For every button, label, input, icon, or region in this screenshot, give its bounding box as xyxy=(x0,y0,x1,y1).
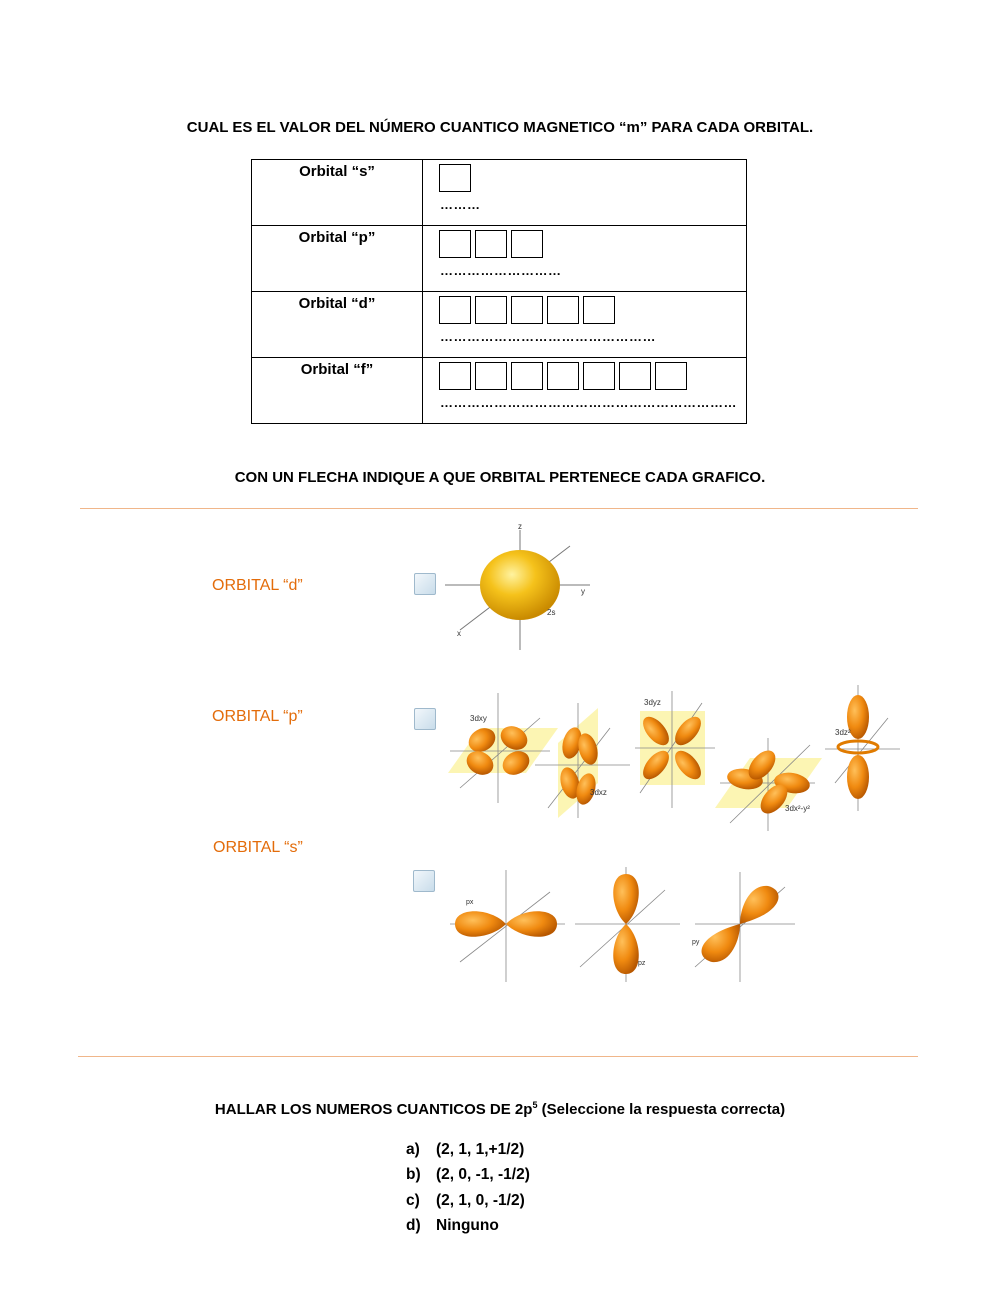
d-label-x2y2: 3dx²-y² xyxy=(785,804,810,813)
label-orbital-d[interactable]: ORBITAL “d” xyxy=(212,577,303,594)
label-orbital-p[interactable]: ORBITAL “p” xyxy=(212,708,303,725)
answer-box[interactable] xyxy=(511,362,543,390)
answer-box[interactable] xyxy=(475,230,507,258)
d-label-z2: 3dz² xyxy=(835,728,851,737)
orbital-p-label: Orbital “p” xyxy=(252,226,423,292)
option-key: c) xyxy=(406,1192,420,1209)
d-label-xz: 3dxz xyxy=(590,788,607,797)
answer-box[interactable] xyxy=(439,296,471,324)
answer-box[interactable] xyxy=(655,362,687,390)
answer-line-d[interactable]: ………………………………………… xyxy=(440,329,656,344)
question-3-title-sup: 5 xyxy=(532,1100,538,1110)
d-orbital-xz xyxy=(535,703,630,818)
table-row xyxy=(252,226,747,292)
answer-option-d[interactable] xyxy=(406,1217,499,1235)
answer-box[interactable] xyxy=(547,296,579,324)
label-orbital-s[interactable]: ORBITAL “s” xyxy=(213,839,303,856)
answer-line-s[interactable]: ……… xyxy=(440,197,481,212)
axis-y-label: y xyxy=(581,587,585,596)
answer-line-f[interactable]: ………………………………………………………… xyxy=(440,395,737,410)
option-text: (2, 1, 1,+1/2) xyxy=(436,1141,525,1158)
s-orbital-figure xyxy=(440,518,610,658)
answer-option-c[interactable] xyxy=(406,1192,525,1210)
question-3-title xyxy=(0,1100,1000,1118)
table-row xyxy=(252,358,747,424)
d-orbital-z2 xyxy=(825,685,900,811)
orbital-d-label: Orbital “d” xyxy=(252,292,423,358)
answer-box[interactable] xyxy=(511,230,543,258)
answer-box[interactable] xyxy=(439,230,471,258)
axis-z-label: z xyxy=(518,522,522,531)
p-label-z: pz xyxy=(638,960,646,967)
d-orbital-xy xyxy=(448,693,558,803)
drop-target-checkbox-3[interactable] xyxy=(413,870,435,892)
p-orbital-z xyxy=(575,867,680,982)
orbital-2s-label: 2s xyxy=(547,608,556,617)
option-text: (2, 0, -1, -1/2) xyxy=(436,1166,530,1183)
answer-boxes-f xyxy=(439,362,746,390)
p-label-y: py xyxy=(692,939,700,946)
d-label-xy: 3dxy xyxy=(470,714,487,723)
answer-line-p[interactable]: ……………………… xyxy=(440,263,562,278)
d-orbital-x2y2 xyxy=(715,738,822,831)
option-key: d) xyxy=(406,1217,421,1234)
answer-box[interactable] xyxy=(511,296,543,324)
option-text: Ninguno xyxy=(436,1217,499,1234)
answer-boxes-d xyxy=(439,296,746,324)
option-key: b) xyxy=(406,1166,421,1183)
option-key: a) xyxy=(406,1141,420,1158)
answer-box[interactable] xyxy=(439,164,471,192)
question-3-title-rest: (Seleccione la respuesta correcta) xyxy=(537,1101,786,1118)
d-label-yz: 3dyz xyxy=(644,698,661,707)
question-3-title-main: HALLAR LOS NUMEROS CUANTICOS DE 2p xyxy=(214,1101,533,1118)
question-1-title: CUAL ES EL VALOR DEL NÚMERO CUANTICO MAGNETICO “m” PARA CADA ORBITAL. xyxy=(186,119,814,136)
answer-box[interactable] xyxy=(439,362,471,390)
divider-top xyxy=(80,508,918,509)
answer-box[interactable] xyxy=(583,362,615,390)
drop-target-checkbox-1[interactable] xyxy=(414,573,436,595)
orbital-table xyxy=(251,159,747,424)
p-label-x: px xyxy=(466,899,474,906)
answer-box[interactable] xyxy=(619,362,651,390)
answer-box[interactable] xyxy=(547,362,579,390)
answer-box[interactable] xyxy=(475,362,507,390)
answer-box[interactable] xyxy=(475,296,507,324)
answer-option-b[interactable] xyxy=(406,1166,530,1184)
divider-bottom xyxy=(78,1056,918,1057)
answer-option-a[interactable] xyxy=(406,1141,524,1159)
orbital-f-label: Orbital “f” xyxy=(252,358,423,424)
option-text: (2, 1, 0, -1/2) xyxy=(436,1192,525,1209)
answer-boxes-p xyxy=(439,230,746,258)
p-orbital-y xyxy=(692,872,795,982)
orbital-s-label: Orbital “s” xyxy=(252,160,423,226)
question-2-title: CON UN FLECHA INDIQUE A QUE ORBITAL PERTENECE CADA GRAFICO. xyxy=(234,469,766,486)
d-orbital-yz xyxy=(635,691,715,808)
answer-box[interactable] xyxy=(583,296,615,324)
d-orbitals-figure xyxy=(440,683,910,833)
table-row xyxy=(252,292,747,358)
answer-boxes-s xyxy=(439,164,746,192)
p-orbital-x xyxy=(450,870,565,982)
axis-x-label: x xyxy=(457,629,461,638)
p-orbitals-figure xyxy=(440,862,810,987)
drop-target-checkbox-2[interactable] xyxy=(414,708,436,730)
table-row xyxy=(252,160,747,226)
